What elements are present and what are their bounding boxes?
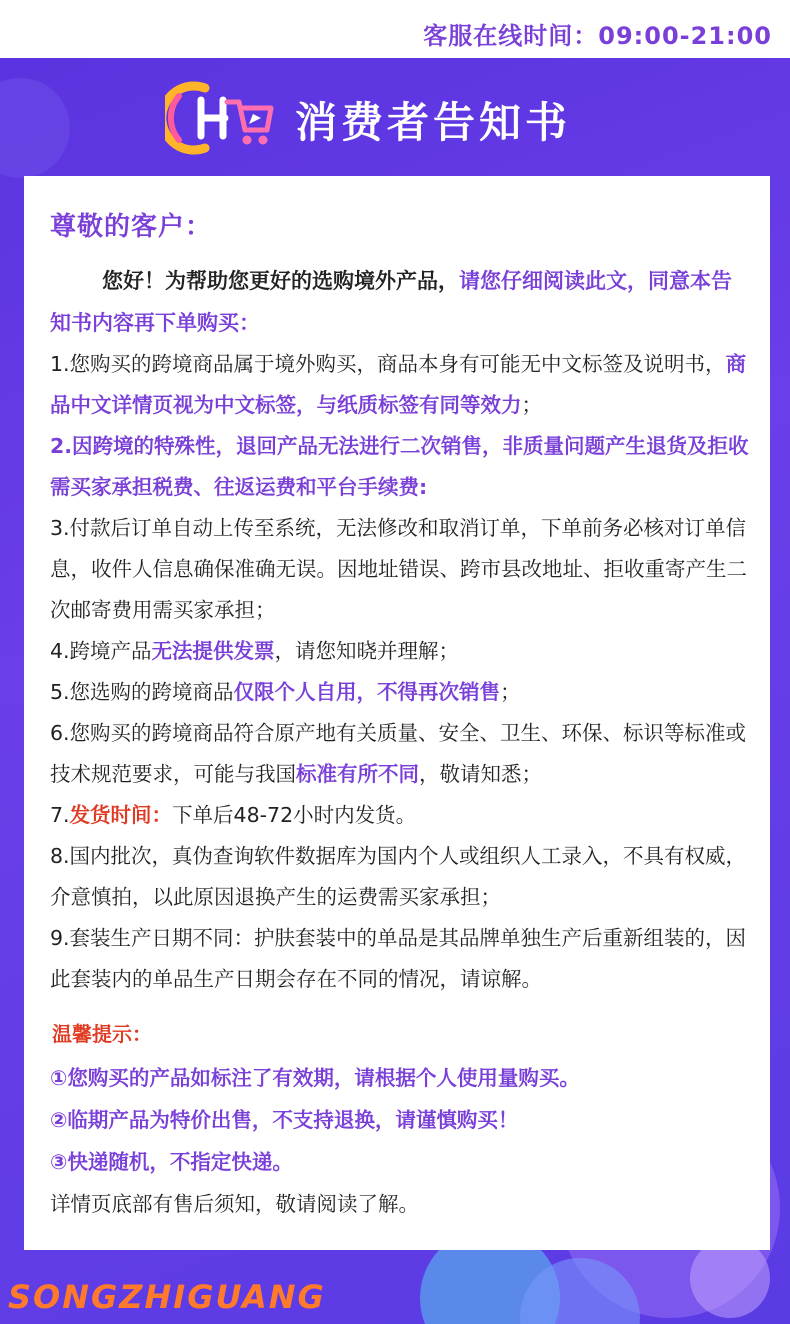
notice-item-8: 8.国内批次，真伪查询软件数据库为国内个人或组织人工录入，不具有权威，介意慎拍，以此原因退换产生的运费需买家承担； (50, 844, 747, 909)
decor-circle (690, 1238, 770, 1318)
tips-list (50, 1057, 750, 1225)
greeting: 尊敬的客户： (50, 212, 213, 242)
intro-paragraph (50, 260, 740, 344)
service-hours: 客服在线时间：09:00-21:00 (423, 22, 772, 50)
tip-1: ①您购买的产品如标注了有效期，请根据个人使用量购买。 (50, 1066, 580, 1090)
notice-item-4-text: 4.跨境产品 (50, 639, 152, 663)
cart-logo-icon (165, 78, 275, 158)
tips-title: 温馨提示： (52, 1022, 152, 1046)
notice-item-4-end: ，请您知晓并理解； (274, 639, 460, 663)
after-sales-note: 详情页底部有售后须知，敬请阅读了解。 (50, 1192, 419, 1216)
notice-item-4-highlight: 无法提供发票 (151, 639, 275, 663)
notice-item-1 (50, 344, 750, 426)
tip-2: ②临期产品为特价出售，不支持退换，请谨慎购买！ (50, 1108, 519, 1132)
notice-item-1-end: ； (521, 393, 542, 417)
notice-item-6 (50, 713, 750, 795)
notice-item-7 (50, 795, 750, 836)
brand-wordmark: SONGZHIGUANG (8, 1278, 326, 1316)
notice-item-5-text: 5.您选购的跨境商品 (50, 680, 234, 704)
notice-item-7-number: 7. (50, 803, 70, 827)
notice-item-5-highlight: 仅限个人自用，不得再次销售 (233, 680, 501, 704)
notice-item-2: 2.因跨境的特殊性，退回产品无法进行二次销售，非质量问题产生退货及拒收需买家承担税费、往返运费和平台手续费: (50, 434, 749, 499)
notice-list (50, 344, 750, 1000)
notice-header (0, 60, 790, 180)
notice-item-9: 9.套装生产日期不同：护肤套装中的单品是其品牌单独生产后重新组装的，因此套装内的单品生产日期会存在不同的情况，请谅解。 (50, 926, 747, 991)
notice-item-6-highlight: 标准有所不同 (296, 762, 419, 786)
notice-item-1-text: 1.您购买的跨境商品属于境外购买，商品本身有可能无中文标签及说明书， (50, 352, 726, 376)
notice-item-7-label: 发货时间： (69, 803, 173, 827)
notice-card (24, 176, 770, 1250)
notice-item-7-text: 下单后48-72小时内发货。 (172, 803, 417, 827)
notice-item-6-text: 6.您购买的跨境商品符合原产地有关质量、安全、卫生、环保、标识等标准或技术规范要求，可能与我国 (50, 721, 747, 786)
notice-item-6-end: ，敬请知悉； (419, 762, 542, 786)
top-bar (0, 0, 790, 58)
intro-highlight: 请您仔细阅读此文，同意本告知书内容再下单购买： (50, 269, 732, 335)
notice-item-5-end: ； (500, 680, 521, 704)
intro-text: 您好！为帮助您更好的选购境外产品， (102, 269, 459, 293)
notice-item-3: 3.付款后订单自动上传至系统，无法修改和取消订单，下单前务必核对订单信息，收件人信息确保准确无误。因地址错误、跨市县改地址、拒收重寄产生二次邮寄费用需买家承担； (50, 516, 747, 622)
notice-item-4 (50, 631, 750, 672)
tip-3: ③快递随机，不指定快递。 (50, 1150, 293, 1174)
notice-item-1-highlight: 商品中文详情页视为中文标签，与纸质标签有同等效力 (50, 352, 747, 417)
page-title: 消费者告知书 (295, 98, 572, 147)
notice-item-5 (50, 672, 750, 713)
